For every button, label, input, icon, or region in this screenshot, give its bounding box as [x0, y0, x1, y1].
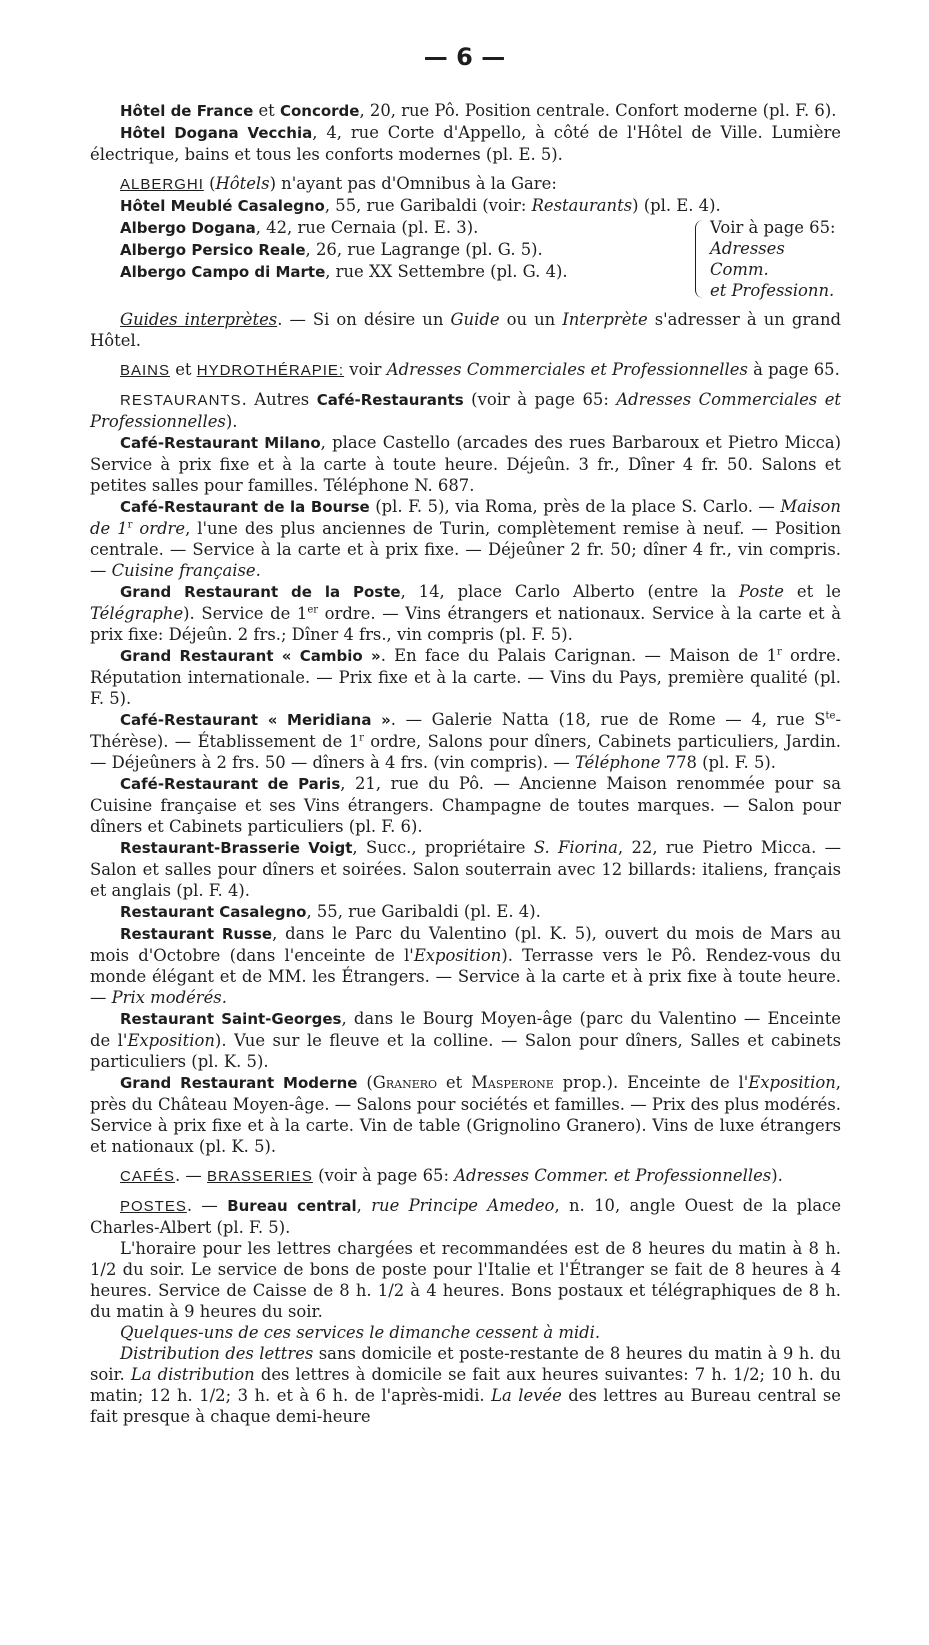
page-content	[90, 100, 841, 1427]
hotel-dogana-vecchia-entry: Hôtel Dogana Vecchia, 4, rue Corte d'Appello, à côté de l'Hôtel de Ville. Lumière électrique, bains et tous les conforts modernes (pl. E. 5).	[90, 123, 841, 164]
restaurant-name: Restaurant Saint-Georges	[120, 1010, 342, 1028]
section-heading: POSTES	[120, 1198, 187, 1215]
restaurant-paris-entry: Café-Restaurant de Paris, 21, rue du Pô. — Ancienne Maison renommée pour sa Cuisine française et ses Vins étrangers. Champagne de toutes marques. — Salon pour dîners et Cabinets particuliers (pl. F. 6).	[90, 774, 841, 836]
alberghi-group	[90, 217, 841, 301]
brace-divider	[695, 220, 706, 298]
postes-dimanche: Quelques-uns de ces services le dimanche cessent à midi.	[120, 1323, 601, 1342]
hotel-name: Hôtel Meublé Casalegno	[120, 197, 325, 215]
restaurant-casalegno-entry: Restaurant Casalegno, 55, rue Garibaldi (pl. E. 4).	[120, 902, 541, 921]
guides-paragraph: Guides interprètes. — Si on désire un Guide ou un Interprète s'adresser à un grand Hôtel.	[90, 310, 841, 350]
restaurant-moderne-entry: Grand Restaurant Moderne (Granero et Masperone prop.). Enceinte de l'Exposition, près du Château Moyen-âge. — Salons pour sociétés et familles. — Prix des plus modérés. Service à prix fixe et à la carte. Vin de table (Grignolino Granero). Vins de luxe étrangers et nationaux (pl. K. 5).	[90, 1073, 841, 1156]
albergo-dogana-entry: Albergo Dogana, 42, rue Cernaia (pl. E. 3).	[120, 218, 479, 237]
restaurant-voigt-entry: Restaurant-Brasserie Voigt, Succ., propriétaire S. Fiorina, 22, rue Pietro Micca. — Salon et salles pour dîners et soirées. Salon souterrain avec 12 billards: italiens, français et anglais (pl. F. 4).	[90, 838, 842, 900]
restaurant-name: Restaurant Russe	[120, 925, 273, 943]
hotel-name: Hôtel de France	[120, 102, 254, 120]
postes-paragraph: POSTES. — Bureau central, rue Principe Amedeo, n. 10, angle Ouest de la place Charles-Albert (pl. F. 5).	[90, 1196, 842, 1237]
brace-note: Voir à page 65: Adresses Comm. et Professionn.	[710, 218, 836, 300]
restaurant-name: Café-Restaurant de la Bourse	[120, 498, 370, 516]
hotel-name: Albergo Campo di Marte	[120, 263, 326, 281]
bains-paragraph: BAINS et HYDROTHÉRAPIE: voir Adresses Commerciales et Professionnelles à page 65.	[120, 360, 840, 379]
restaurant-saint-georges-entry: Restaurant Saint-Georges, dans le Bourg Moyen-âge (parc du Valentino — Enceinte de l'Exposition). Vue sur le fleuve et la colline. — Salon pour dîners, Salles et cabinets particuliers (pl. K. 5).	[90, 1009, 841, 1071]
postes-distribution: Distribution des lettres sans domicile et poste-restante de 8 heures du matin à 9 h. du soir. La distribution des lettres à domicile se fait aux heures suivantes: 7 h. 1/2; 10 h. du matin; 12 h. 1/2; 3 h. et à 6 h. de l'après-midi. La levée des lettres au Bureau central se fait presque à chaque demi-heure	[90, 1344, 842, 1426]
restaurant-name: Grand Restaurant de la Poste	[120, 583, 401, 601]
restaurant-poste-entry: Grand Restaurant de la Poste, 14, place Carlo Alberto (entre la Poste et le Télégraphe). Service de 1er ordre. — Vins étrangers et nationaux. Service à la carte et à prix fixe: Déjeûn. 2 frs.; Dîner 4 frs., vin compris (pl. F. 5).	[90, 582, 841, 644]
restaurant-bourse-entry: Café-Restaurant de la Bourse (pl. F. 5), via Roma, près de la place S. Carlo. — Maison de 1$^r$ ordre, l'une des plus anciennes de Turin, complètement remise à neuf. — Position centrale. — Service à la carte et à prix fixe. — Déjeûner 2 fr. 50; dîner 4 fr., vin compris. — Cuisine française.	[90, 497, 841, 580]
albergo-persico-entry: Albergo Persico Reale, 26, rue Lagrange (pl. G. 5).	[120, 240, 543, 259]
restaurant-russe-entry: Restaurant Russe, dans le Parc du Valentino (pl. K. 5), ouvert du mois de Mars au mois d'Octobre (dans l'enceinte de l'Exposition). Terrasse vers le Pô. Rendez-vous du monde élégant et de MM. les Étrangers. — Service à la carte et à prix fixe à toute heure. — Prix modérés.	[90, 924, 841, 1007]
hotel-name: Hôtel Dogana Vecchia	[120, 124, 313, 142]
section-heading: HYDROTHÉRAPIE:	[196, 362, 345, 379]
cafes-paragraph: CAFÉS. — BRASSERIES (voir à page 65: Adresses Commer. et Professionnelles).	[120, 1166, 783, 1185]
hotel-name: Concorde	[279, 102, 360, 120]
restaurant-name: Restaurant-Brasserie Voigt	[120, 839, 353, 857]
page-number: — 6 —	[423, 43, 506, 71]
albergo-campo-entry: Albergo Campo di Marte, rue XX Settembre (pl. G. 4).	[120, 262, 568, 281]
hotel-france-entry: Hôtel de France et Concorde, 20, rue Pô. Position centrale. Confort moderne (pl. F. 6).	[120, 101, 837, 120]
postes-horaire: L'horaire pour les lettres chargées et recommandées est de 8 heures du matin à 8 h. 1/2 du soir. Le service de bons de poste pour l'Italie et l'Étranger se fait de 8 heures à 4 heures. Service de Caisse de 8 h. 1/2 à 4 heures. Bons postaux et télégraphiques de 8 h. du matin à 9 heures du soir.	[90, 1239, 841, 1321]
restaurant-name: Café-Restaurant Milano	[120, 434, 321, 452]
section-heading: BRASSERIES	[207, 1168, 313, 1185]
restaurant-name: Grand Restaurant « Cambio »	[120, 647, 381, 665]
restaurant-milano-entry: Café-Restaurant Milano, place Castello (arcades des rues Barbaroux et Pietro Micca) Service à prix fixe et à la carte à toute heure. Déjeûn. 3 fr., Dîner 4 fr. 50. Salons et petites salles pour familles. Téléphone N. 687.	[90, 433, 841, 495]
restaurant-meridiana-entry: Café-Restaurant « Meridiana ». — Galerie Natta (18, rue de Rome — 4, rue $S^{te}-Thérèse$). — Établissement de 1$^r$ ordre, Salons pour dîners, Cabinets particuliers, Jardin. — Déjeûners à 2 frs. 50 — dîners à 4 frs. (vin compris). — Téléphone 778 (pl. F. 5).	[90, 710, 841, 772]
section-heading: RESTAURANTS	[120, 392, 242, 409]
restaurant-name: Café-Restaurant de Paris	[120, 775, 341, 793]
alberghi-intro: ALBERGHI (Hôtels) n'ayant pas d'Omnibus à la Gare:	[120, 174, 557, 193]
section-heading: ALBERGHI	[120, 176, 204, 193]
guides-label: Guides interprètes	[120, 310, 278, 329]
restaurant-name: Grand Restaurant Moderne	[120, 1074, 358, 1092]
restaurant-name: Café-Restaurant « Meridiana »	[120, 711, 391, 729]
restaurant-cambio-entry: Grand Restaurant « Cambio ». En face du Palais Carignan. — Maison de 1$^r$ ordre. Réputation internationale. — Prix fixe et à la carte. — Vins du Pays, première qualité (pl. F. 5).	[90, 646, 841, 708]
hotel-name: Albergo Persico Reale	[120, 241, 306, 259]
hotel-meuble-entry: Hôtel Meublé Casalegno, 55, rue Garibaldi (voir: Restaurants) (pl. E. 4).	[120, 196, 721, 215]
hotel-name: Albergo Dogana	[120, 219, 256, 237]
section-heading: BAINS	[120, 362, 171, 379]
section-heading: CAFÉS	[120, 1168, 176, 1185]
restaurants-intro: RESTAURANTS. Autres Café-Restaurants (voir à page 65: Adresses Commerciales et Professionnelles).	[90, 390, 841, 431]
restaurant-name: Restaurant Casalegno	[120, 903, 307, 921]
